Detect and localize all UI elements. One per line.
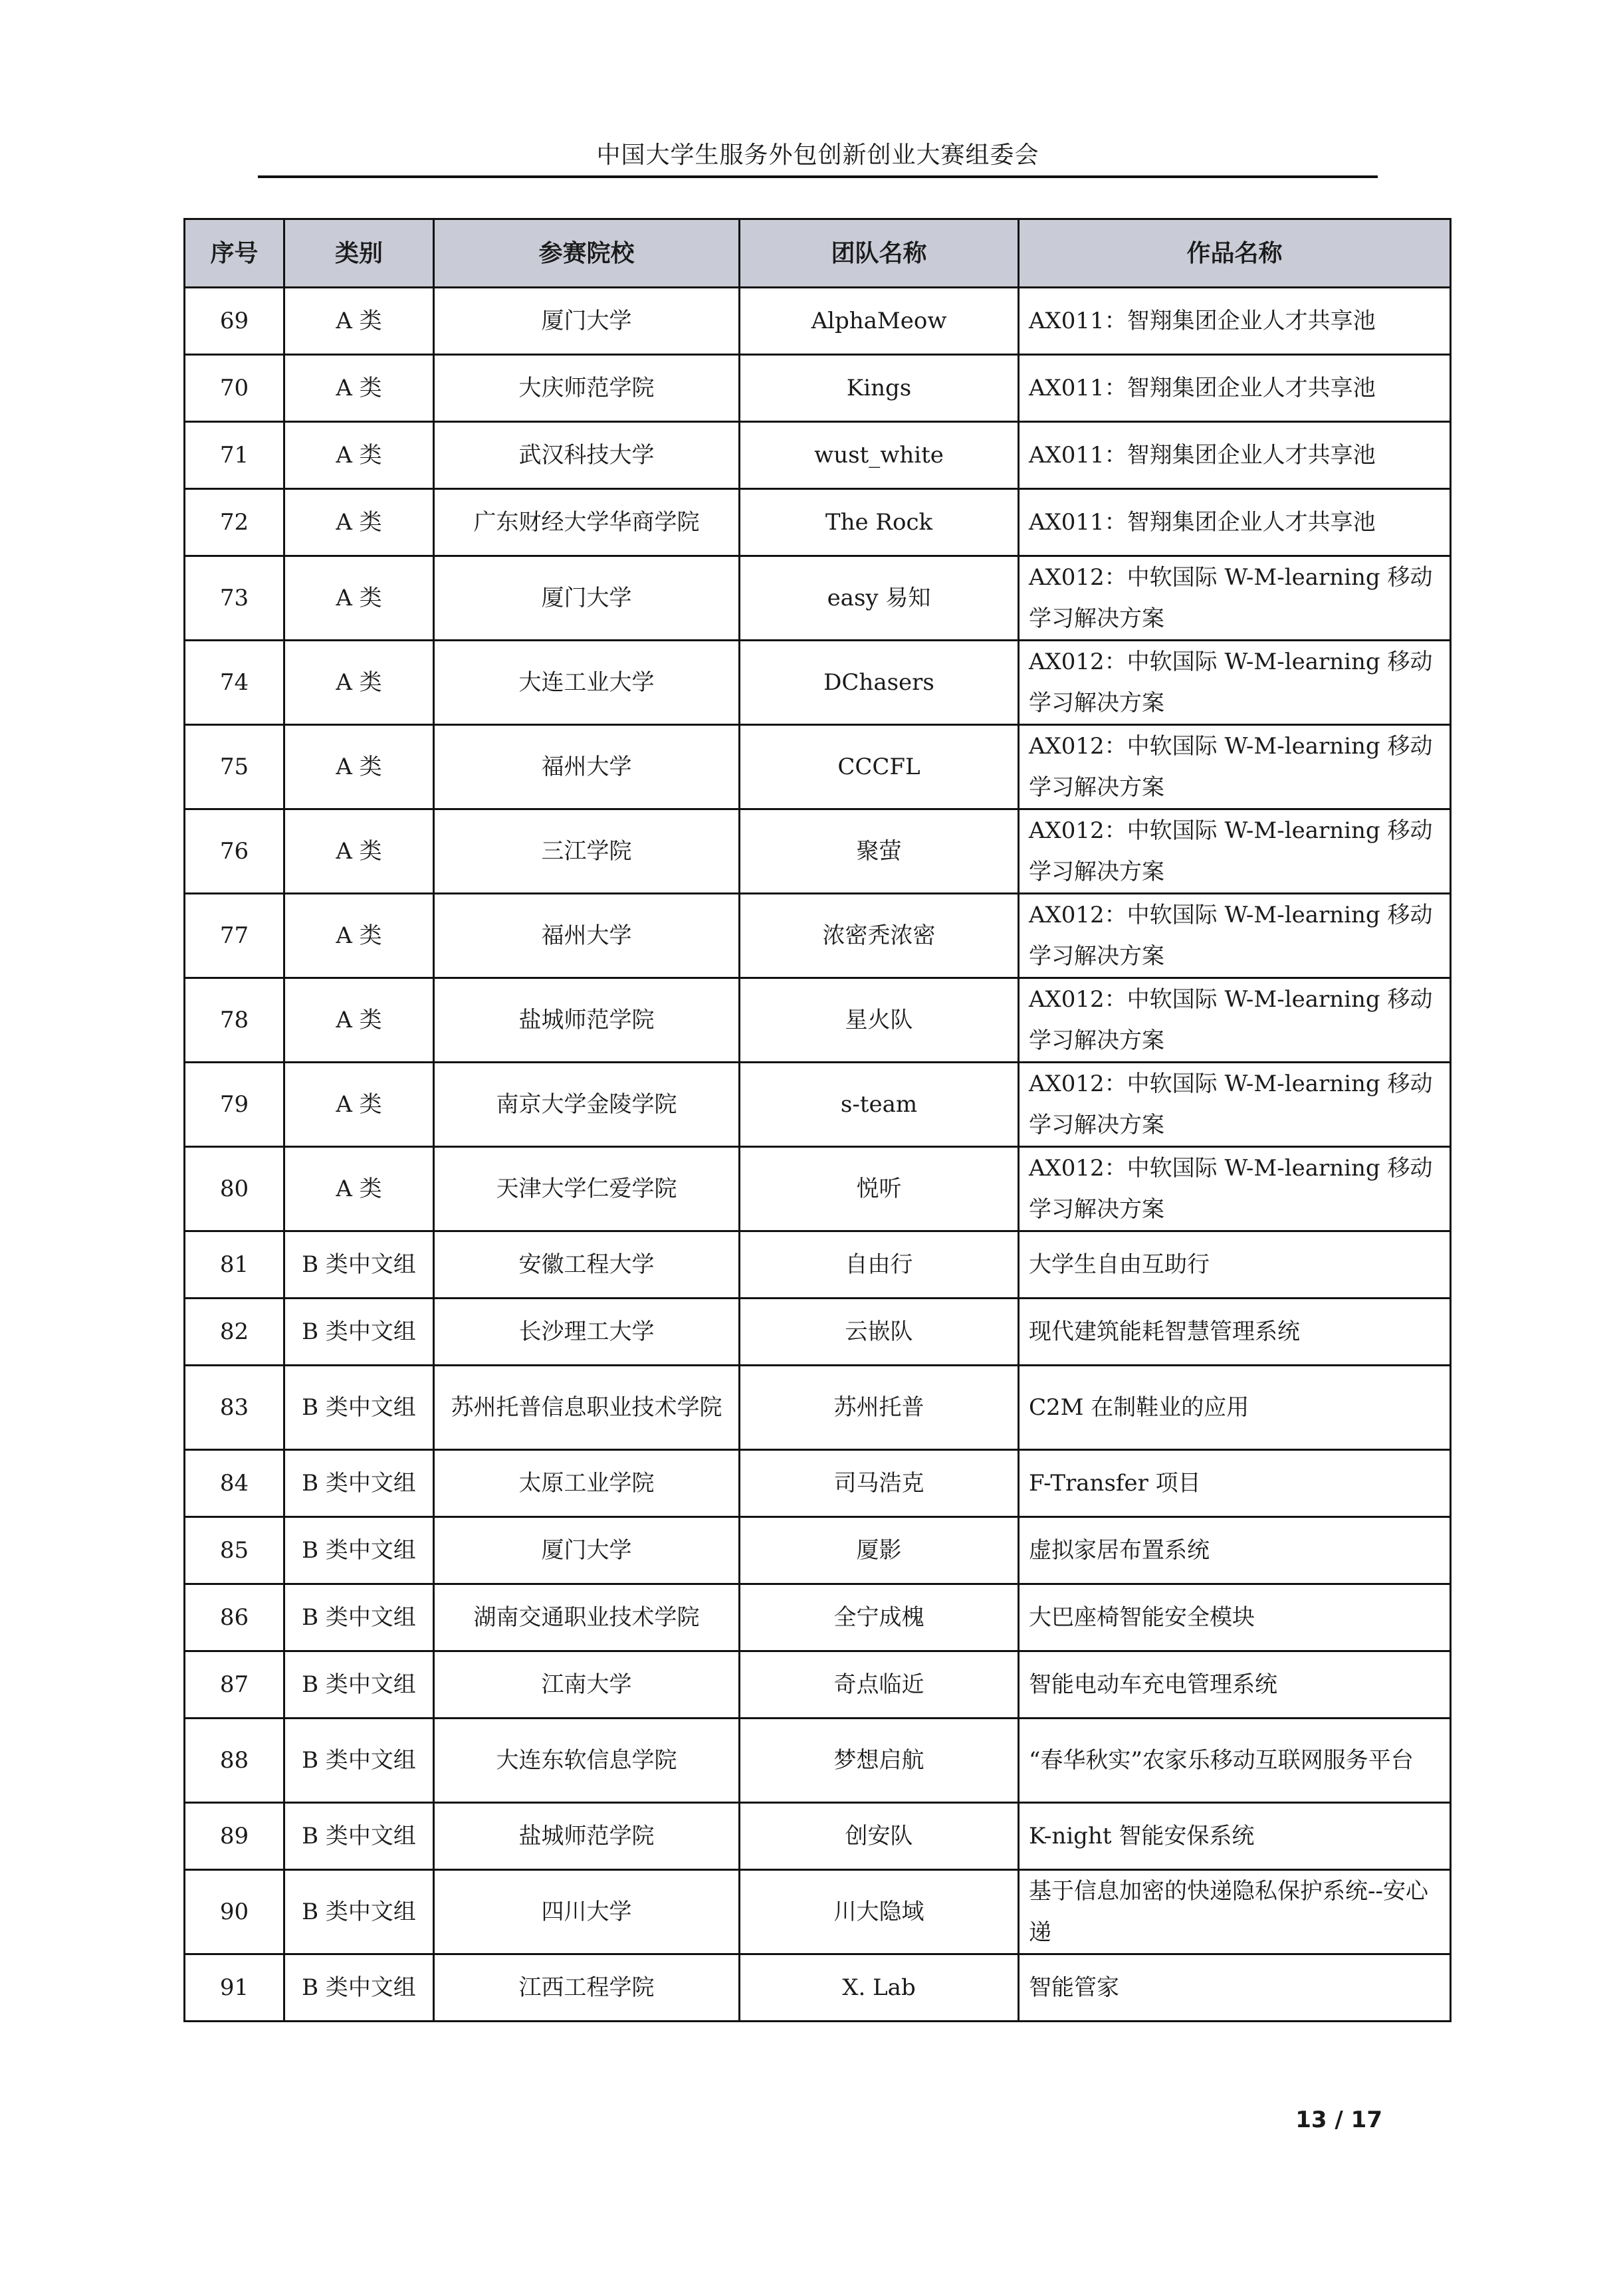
table-row [185,1870,1451,1954]
cell-category: B 类中文组 [284,1584,434,1651]
cell-work: K-night 智能安保系统 [1019,1803,1451,1870]
header-rule [258,175,1378,178]
table-row [185,1450,1451,1517]
cell-no: 73 [185,556,284,641]
cell-category: A 类 [284,978,434,1063]
cell-no: 70 [185,355,284,422]
table-row [185,1231,1451,1299]
table-row [185,422,1451,489]
cell-no: 74 [185,641,284,725]
cell-school: 长沙理工大学 [434,1299,740,1366]
cell-work: C2M 在制鞋业的应用 [1019,1366,1451,1450]
cell-school: 盐城师范学院 [434,978,740,1063]
cell-no: 89 [185,1803,284,1870]
cell-category: B 类中文组 [284,1366,434,1450]
cell-no: 91 [185,1954,284,2022]
cell-work: AX011：智翔集团企业人才共享池 [1019,489,1451,556]
cell-no: 84 [185,1450,284,1517]
cell-team: 创安队 [740,1803,1019,1870]
page-number: 13 / 17 [1295,2107,1382,2133]
cell-team: AlphaMeow [740,288,1019,355]
cell-work: 虚拟家居布置系统 [1019,1517,1451,1584]
table-row [185,1366,1451,1450]
cell-no: 83 [185,1366,284,1450]
column-header-category: 类别 [284,219,434,288]
table-row [185,556,1451,641]
cell-school: 天津大学仁爱学院 [434,1147,740,1231]
table-row [185,288,1451,355]
cell-category: A 类 [284,894,434,978]
table-header-row [185,219,1451,288]
cell-category: A 类 [284,1063,434,1147]
cell-work: AX012：中软国际 W-M-learning 移动学习解决方案 [1019,725,1451,809]
cell-school: 大连工业大学 [434,641,740,725]
cell-no: 88 [185,1719,284,1803]
cell-team: 梦想启航 [740,1719,1019,1803]
cell-team: 全宁成槐 [740,1584,1019,1651]
cell-category: B 类中文组 [284,1299,434,1366]
cell-work: AX012：中软国际 W-M-learning 移动学习解决方案 [1019,1147,1451,1231]
cell-team: 悦听 [740,1147,1019,1231]
cell-team: X. Lab [740,1954,1019,2022]
cell-category: A 类 [284,556,434,641]
cell-team: 司马浩克 [740,1450,1019,1517]
cell-school: 南京大学金陵学院 [434,1063,740,1147]
cell-work: 现代建筑能耗智慧管理系统 [1019,1299,1451,1366]
table-row [185,725,1451,809]
cell-team: 川大隐域 [740,1870,1019,1954]
cell-team: Kings [740,355,1019,422]
table-row [185,1954,1451,2022]
column-header-no: 序号 [185,219,284,288]
cell-category: A 类 [284,422,434,489]
cell-category: B 类中文组 [284,1803,434,1870]
cell-school: 广东财经大学华商学院 [434,489,740,556]
table-row [185,641,1451,725]
cell-work: AX012：中软国际 W-M-learning 移动学习解决方案 [1019,978,1451,1063]
cell-school: 福州大学 [434,725,740,809]
cell-team: 星火队 [740,978,1019,1063]
cell-work: 基于信息加密的快递隐私保护系统--安心递 [1019,1870,1451,1954]
cell-team: 自由行 [740,1231,1019,1299]
table-row [185,1803,1451,1870]
cell-category: B 类中文组 [284,1870,434,1954]
cell-category: B 类中文组 [284,1517,434,1584]
cell-category: A 类 [284,809,434,894]
cell-work: AX012：中软国际 W-M-learning 移动学习解决方案 [1019,1063,1451,1147]
cell-category: B 类中文组 [284,1719,434,1803]
cell-work: AX011：智翔集团企业人才共享池 [1019,422,1451,489]
cell-team: 厦影 [740,1517,1019,1584]
table-row [185,978,1451,1063]
cell-school: 江南大学 [434,1651,740,1719]
cell-school: 厦门大学 [434,288,740,355]
cell-work: AX011：智翔集团企业人才共享池 [1019,288,1451,355]
table-row [185,489,1451,556]
cell-team: s-team [740,1063,1019,1147]
cell-team: easy 易知 [740,556,1019,641]
cell-work: 智能电动车充电管理系统 [1019,1651,1451,1719]
cell-team: 聚萤 [740,809,1019,894]
cell-team: DChasers [740,641,1019,725]
table-row [185,1584,1451,1651]
cell-no: 86 [185,1584,284,1651]
cell-no: 69 [185,288,284,355]
cell-team: wust_white [740,422,1019,489]
cell-category: B 类中文组 [284,1954,434,2022]
table-row [185,1063,1451,1147]
cell-team: 奇点临近 [740,1651,1019,1719]
cell-category: A 类 [284,489,434,556]
cell-no: 75 [185,725,284,809]
cell-school: 太原工业学院 [434,1450,740,1517]
table-row [185,1651,1451,1719]
cell-work: 大学生自由互助行 [1019,1231,1451,1299]
table-row [185,894,1451,978]
cell-no: 76 [185,809,284,894]
table-row [185,1299,1451,1366]
cell-school: 苏州托普信息职业技术学院 [434,1366,740,1450]
cell-category: B 类中文组 [284,1450,434,1517]
cell-team: 浓密秃浓密 [740,894,1019,978]
cell-school: 厦门大学 [434,1517,740,1584]
cell-school: 江西工程学院 [434,1954,740,2022]
column-header-school: 参赛院校 [434,219,740,288]
cell-school: 四川大学 [434,1870,740,1954]
cell-category: A 类 [284,355,434,422]
cell-work: AX012：中软国际 W-M-learning 移动学习解决方案 [1019,556,1451,641]
cell-work: AX012：中软国际 W-M-learning 移动学习解决方案 [1019,809,1451,894]
cell-no: 85 [185,1517,284,1584]
cell-no: 82 [185,1299,284,1366]
cell-category: B 类中文组 [284,1651,434,1719]
cell-school: 盐城师范学院 [434,1803,740,1870]
cell-school: 大连东软信息学院 [434,1719,740,1803]
cell-no: 72 [185,489,284,556]
cell-work: AX011：智翔集团企业人才共享池 [1019,355,1451,422]
cell-school: 湖南交通职业技术学院 [434,1584,740,1651]
cell-school: 大庆师范学院 [434,355,740,422]
table-row [185,355,1451,422]
cell-no: 81 [185,1231,284,1299]
cell-category: A 类 [284,1147,434,1231]
cell-school: 三江学院 [434,809,740,894]
cell-team: The Rock [740,489,1019,556]
cell-school: 武汉科技大学 [434,422,740,489]
cell-category: A 类 [284,288,434,355]
table-body [185,288,1451,2022]
table-row [185,1719,1451,1803]
cell-work: 智能管家 [1019,1954,1451,2022]
cell-no: 90 [185,1870,284,1954]
column-header-team: 团队名称 [740,219,1019,288]
cell-school: 厦门大学 [434,556,740,641]
cell-school: 安徽工程大学 [434,1231,740,1299]
table-row [185,1147,1451,1231]
page-header: 中国大学生服务外包创新创业大赛组委会 [596,142,1039,169]
cell-team: 云嵌队 [740,1299,1019,1366]
cell-no: 80 [185,1147,284,1231]
cell-work: AX012：中软国际 W-M-learning 移动学习解决方案 [1019,641,1451,725]
cell-category: A 类 [284,725,434,809]
table-row [185,809,1451,894]
cell-work: F-Transfer 项目 [1019,1450,1451,1517]
table-row [185,1517,1451,1584]
cell-category: B 类中文组 [284,1231,434,1299]
cell-work: 大巴座椅智能安全模块 [1019,1584,1451,1651]
cell-team: CCCFL [740,725,1019,809]
cell-team: 苏州托普 [740,1366,1019,1450]
cell-work: “春华秋实”农家乐移动互联网服务平台 [1019,1719,1451,1803]
cell-no: 71 [185,422,284,489]
cell-no: 79 [185,1063,284,1147]
roster-table [183,218,1452,2022]
column-header-work: 作品名称 [1019,219,1451,288]
cell-no: 77 [185,894,284,978]
cell-work: AX012：中软国际 W-M-learning 移动学习解决方案 [1019,894,1451,978]
cell-no: 78 [185,978,284,1063]
cell-school: 福州大学 [434,894,740,978]
cell-category: A 类 [284,641,434,725]
cell-no: 87 [185,1651,284,1719]
